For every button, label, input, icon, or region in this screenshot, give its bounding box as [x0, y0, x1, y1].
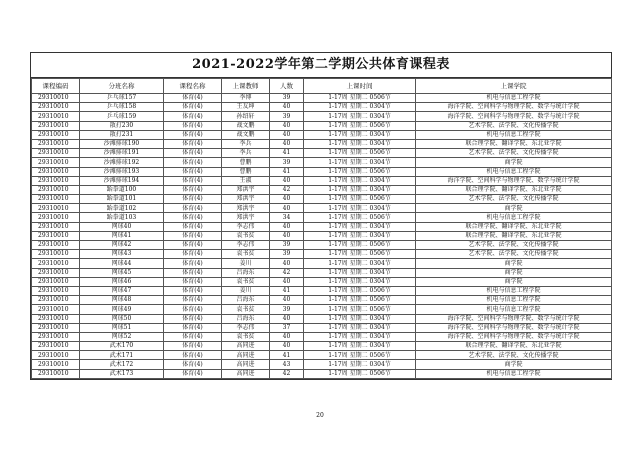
- time-cell: 1-17周 星期二 0304节: [304, 158, 416, 167]
- count-cell: 40: [270, 342, 304, 351]
- teacher-cell: 李博: [222, 94, 270, 103]
- table-header-row: [32, 79, 612, 94]
- course-name-cell: 体育(4): [164, 360, 222, 369]
- table-row: [32, 149, 612, 158]
- class-name-cell: 武术171: [80, 351, 164, 360]
- table-row: [32, 195, 612, 204]
- course-code-cell: 29310010: [32, 158, 80, 167]
- table-row: [32, 369, 612, 378]
- header-class-name: 分班名称: [80, 79, 164, 94]
- time-cell: 1-17周 星期二 0304节: [304, 277, 416, 286]
- course-code-cell: 29310010: [32, 250, 80, 259]
- table-row: [32, 323, 612, 332]
- college-cell: 艺术学院、法学院、文化传播学院: [416, 241, 612, 250]
- course-name-cell: 体育(4): [164, 314, 222, 323]
- class-name-cell: 跆拳道102: [80, 204, 164, 213]
- teacher-cell: 战文鹏: [222, 121, 270, 130]
- teacher-cell: 李志伟: [222, 241, 270, 250]
- course-name-cell: 体育(4): [164, 332, 222, 341]
- table-row: [32, 176, 612, 185]
- time-cell: 1-17周 星期二 0506节: [304, 149, 416, 158]
- count-cell: 43: [270, 360, 304, 369]
- course-code-cell: 29310010: [32, 185, 80, 194]
- teacher-cell: 吕海东: [222, 296, 270, 305]
- course-name-cell: 体育(4): [164, 176, 222, 185]
- count-cell: 41: [270, 351, 304, 360]
- course-code-cell: 29310010: [32, 139, 80, 148]
- class-name-cell: 网球40: [80, 222, 164, 231]
- count-cell: 40: [270, 259, 304, 268]
- course-name-cell: 体育(4): [164, 103, 222, 112]
- class-name-cell: 网球44: [80, 259, 164, 268]
- count-cell: 40: [270, 176, 304, 185]
- time-cell: 1-17周 星期二 0506节: [304, 250, 416, 259]
- class-name-cell: 跆拳道100: [80, 185, 164, 194]
- time-cell: 1-17周 星期二 0304节: [304, 204, 416, 213]
- count-cell: 39: [270, 112, 304, 121]
- header-count: 人数: [270, 79, 304, 94]
- course-code-cell: 29310010: [32, 351, 80, 360]
- count-cell: 39: [270, 94, 304, 103]
- time-cell: 1-17周 星期二 0506节: [304, 369, 416, 378]
- page-number: 20: [316, 412, 324, 419]
- count-cell: 40: [270, 103, 304, 112]
- table-row: [32, 277, 612, 286]
- course-code-cell: 29310010: [32, 369, 80, 378]
- teacher-cell: 袁书贫: [222, 231, 270, 240]
- course-code-cell: 29310010: [32, 305, 80, 314]
- course-name-cell: 体育(4): [164, 277, 222, 286]
- college-cell: 联合理学院、翻译学院、东北亚学院: [416, 231, 612, 240]
- college-cell: 艺术学院、法学院、文化传播学院: [416, 149, 612, 158]
- college-cell: 海洋学院、空间科学与物理学院、数学与统计学院: [416, 323, 612, 332]
- count-cell: 39: [270, 241, 304, 250]
- time-cell: 1-17周 星期二 0304节: [304, 314, 416, 323]
- class-name-cell: 武术172: [80, 360, 164, 369]
- teacher-cell: 吕海东: [222, 268, 270, 277]
- class-name-cell: 武术173: [80, 369, 164, 378]
- teacher-cell: 姜川: [222, 286, 270, 295]
- course-code-cell: 29310010: [32, 121, 80, 130]
- teacher-cell: 袁书贫: [222, 332, 270, 341]
- table-row: [32, 342, 612, 351]
- teacher-cell: 战文鹏: [222, 130, 270, 139]
- course-code-cell: 29310010: [32, 213, 80, 222]
- table-row: [32, 222, 612, 231]
- college-cell: 商学院: [416, 204, 612, 213]
- course-name-cell: 体育(4): [164, 130, 222, 139]
- count-cell: 42: [270, 185, 304, 194]
- teacher-cell: 郑洪宇: [222, 195, 270, 204]
- college-cell: 机电与信息工程学院: [416, 369, 612, 378]
- count-cell: 41: [270, 149, 304, 158]
- college-cell: 机电与信息工程学院: [416, 213, 612, 222]
- course-code-cell: 29310010: [32, 222, 80, 231]
- course-name-cell: 体育(4): [164, 250, 222, 259]
- college-cell: 商学院: [416, 360, 612, 369]
- table-row: [32, 94, 612, 103]
- college-cell: 联合理学院、翻译学院、东北亚学院: [416, 222, 612, 231]
- teacher-cell: 高同进: [222, 360, 270, 369]
- college-cell: 机电与信息工程学院: [416, 167, 612, 176]
- table-row: [32, 250, 612, 259]
- class-name-cell: 乒乓球157: [80, 94, 164, 103]
- teacher-cell: 李志伟: [222, 222, 270, 231]
- course-name-cell: 体育(4): [164, 167, 222, 176]
- table-row: [32, 268, 612, 277]
- table-row: [32, 204, 612, 213]
- table-row: [32, 351, 612, 360]
- count-cell: 40: [270, 130, 304, 139]
- college-cell: 机电与信息工程学院: [416, 94, 612, 103]
- class-name-cell: 跆拳道101: [80, 195, 164, 204]
- table-row: [32, 167, 612, 176]
- class-name-cell: 跆拳道103: [80, 213, 164, 222]
- course-name-cell: 体育(4): [164, 222, 222, 231]
- time-cell: 1-17周 星期二 0304节: [304, 231, 416, 240]
- course-code-cell: 29310010: [32, 286, 80, 295]
- table-row: [32, 103, 612, 112]
- course-name-cell: 体育(4): [164, 351, 222, 360]
- college-cell: 海洋学院、空间科学与物理学院、数学与统计学院: [416, 112, 612, 121]
- course-name-cell: 体育(4): [164, 268, 222, 277]
- count-cell: 42: [270, 268, 304, 277]
- teacher-cell: 曹鹏: [222, 167, 270, 176]
- course-code-cell: 29310010: [32, 167, 80, 176]
- course-code-cell: 29310010: [32, 342, 80, 351]
- college-cell: 艺术学院、法学院、文化传播学院: [416, 195, 612, 204]
- course-name-cell: 体育(4): [164, 158, 222, 167]
- class-name-cell: 网球43: [80, 250, 164, 259]
- table-row: [32, 185, 612, 194]
- count-cell: 40: [270, 195, 304, 204]
- table-row: [32, 360, 612, 369]
- header-course-code: 课程编码: [32, 79, 80, 94]
- college-cell: 艺术学院、法学院、文化传播学院: [416, 121, 612, 130]
- college-cell: 艺术学院、法学院、文化传播学院: [416, 250, 612, 259]
- time-cell: 1-17周 星期二 0506节: [304, 296, 416, 305]
- table-row: [32, 286, 612, 295]
- time-cell: 1-17周 星期二 0304节: [304, 185, 416, 194]
- course-code-cell: 29310010: [32, 241, 80, 250]
- count-cell: 39: [270, 158, 304, 167]
- class-name-cell: 沙滩排球194: [80, 176, 164, 185]
- class-name-cell: 散打231: [80, 130, 164, 139]
- time-cell: 1-17周 星期二 0304节: [304, 268, 416, 277]
- teacher-cell: 高同进: [222, 369, 270, 378]
- course-code-cell: 29310010: [32, 112, 80, 121]
- college-cell: 机电与信息工程学院: [416, 305, 612, 314]
- table-row: [32, 332, 612, 341]
- college-cell: 海洋学院、空间科学与物理学院、数学与统计学院: [416, 103, 612, 112]
- class-name-cell: 网球46: [80, 277, 164, 286]
- class-name-cell: 沙滩排球193: [80, 167, 164, 176]
- course-code-cell: 29310010: [32, 268, 80, 277]
- course-name-cell: 体育(4): [164, 94, 222, 103]
- table-row: [32, 231, 612, 240]
- course-code-cell: 29310010: [32, 94, 80, 103]
- time-cell: 1-17周 星期二 0304节: [304, 130, 416, 139]
- course-name-cell: 体育(4): [164, 342, 222, 351]
- time-cell: 1-17周 星期二 0506节: [304, 167, 416, 176]
- teacher-cell: 曹鹏: [222, 158, 270, 167]
- table-row: [32, 158, 612, 167]
- table-row: [32, 305, 612, 314]
- class-name-cell: 乒乓球158: [80, 103, 164, 112]
- count-cell: 42: [270, 369, 304, 378]
- count-cell: 40: [270, 222, 304, 231]
- teacher-cell: 高同进: [222, 351, 270, 360]
- college-cell: 商学院: [416, 268, 612, 277]
- count-cell: 41: [270, 167, 304, 176]
- college-cell: 艺术学院、法学院、文化传播学院: [416, 351, 612, 360]
- table-row: [32, 139, 612, 148]
- class-name-cell: 网球48: [80, 296, 164, 305]
- course-name-cell: 体育(4): [164, 195, 222, 204]
- course-code-cell: 29310010: [32, 130, 80, 139]
- college-cell: 联合理学院、翻译学院、东北亚学院: [416, 342, 612, 351]
- teacher-cell: 李兵: [222, 139, 270, 148]
- time-cell: 1-17周 星期二 0506节: [304, 351, 416, 360]
- time-cell: 1-17周 星期二 0304节: [304, 323, 416, 332]
- teacher-cell: 郑洪宇: [222, 185, 270, 194]
- class-name-cell: 网球50: [80, 314, 164, 323]
- course-name-cell: 体育(4): [164, 112, 222, 121]
- table-row: [32, 112, 612, 121]
- course-code-cell: 29310010: [32, 259, 80, 268]
- course-name-cell: 体育(4): [164, 231, 222, 240]
- header-teacher: 上课教师: [222, 79, 270, 94]
- course-code-cell: 29310010: [32, 314, 80, 323]
- course-name-cell: 体育(4): [164, 213, 222, 222]
- teacher-cell: 李志伟: [222, 323, 270, 332]
- time-cell: 1-17周 星期二 0304节: [304, 176, 416, 185]
- count-cell: 40: [270, 314, 304, 323]
- course-code-cell: 29310010: [32, 176, 80, 185]
- college-cell: 联合理学院、翻译学院、东北亚学院: [416, 139, 612, 148]
- time-cell: 1-17周 星期二 0304节: [304, 342, 416, 351]
- count-cell: 41: [270, 286, 304, 295]
- count-cell: 40: [270, 204, 304, 213]
- course-code-cell: 29310010: [32, 195, 80, 204]
- time-cell: 1-17周 星期二 0506节: [304, 195, 416, 204]
- class-name-cell: 散打230: [80, 121, 164, 130]
- teacher-cell: 吕海东: [222, 314, 270, 323]
- course-code-cell: 29310010: [32, 323, 80, 332]
- teacher-cell: 高同进: [222, 342, 270, 351]
- course-name-cell: 体育(4): [164, 149, 222, 158]
- course-name-cell: 体育(4): [164, 121, 222, 130]
- class-name-cell: 沙滩排球190: [80, 139, 164, 148]
- class-name-cell: 网球42: [80, 241, 164, 250]
- teacher-cell: 郑洪宇: [222, 213, 270, 222]
- course-name-cell: 体育(4): [164, 305, 222, 314]
- table-row: [32, 314, 612, 323]
- table-row: [32, 130, 612, 139]
- time-cell: 1-17周 星期二 0304节: [304, 139, 416, 148]
- count-cell: 34: [270, 213, 304, 222]
- class-name-cell: 网球52: [80, 332, 164, 341]
- course-name-cell: 体育(4): [164, 259, 222, 268]
- college-cell: 海洋学院、空间科学与物理学院、数学与统计学院: [416, 332, 612, 341]
- course-name-cell: 体育(4): [164, 241, 222, 250]
- class-name-cell: 网球49: [80, 305, 164, 314]
- teacher-cell: 孙绍轩: [222, 112, 270, 121]
- time-cell: 1-17周 星期二 0304节: [304, 112, 416, 121]
- count-cell: 39: [270, 305, 304, 314]
- header-college: 上课学院: [416, 79, 612, 94]
- course-name-cell: 体育(4): [164, 286, 222, 295]
- course-name-cell: 体育(4): [164, 139, 222, 148]
- time-cell: 1-17周 星期二 0304节: [304, 103, 416, 112]
- table-row: [32, 296, 612, 305]
- table-row: [32, 241, 612, 250]
- count-cell: 40: [270, 296, 304, 305]
- college-cell: 机电与信息工程学院: [416, 286, 612, 295]
- time-cell: 1-17周 星期二 0304节: [304, 332, 416, 341]
- table-row: [32, 259, 612, 268]
- course-schedule-sheet: [30, 52, 612, 380]
- time-cell: 1-17周 星期二 0304节: [304, 360, 416, 369]
- table-row: [32, 121, 612, 130]
- course-code-cell: 29310010: [32, 103, 80, 112]
- count-cell: 40: [270, 121, 304, 130]
- teacher-cell: 王淑: [222, 176, 270, 185]
- course-code-cell: 29310010: [32, 231, 80, 240]
- course-name-cell: 体育(4): [164, 296, 222, 305]
- table-row: [32, 213, 612, 222]
- teacher-cell: 袁书贫: [222, 277, 270, 286]
- class-name-cell: 武术170: [80, 342, 164, 351]
- college-cell: 联合理学院、翻译学院、东北亚学院: [416, 185, 612, 194]
- count-cell: 40: [270, 332, 304, 341]
- header-time: 上课时间: [304, 79, 416, 94]
- class-name-cell: 网球47: [80, 286, 164, 295]
- course-code-cell: 29310010: [32, 204, 80, 213]
- college-cell: 海洋学院、空间科学与物理学院、数学与统计学院: [416, 176, 612, 185]
- class-name-cell: 乒乓球159: [80, 112, 164, 121]
- course-name-cell: 体育(4): [164, 323, 222, 332]
- class-name-cell: 网球45: [80, 268, 164, 277]
- time-cell: 1-17周 星期二 0506节: [304, 305, 416, 314]
- class-name-cell: 沙滩排球191: [80, 149, 164, 158]
- count-cell: 40: [270, 139, 304, 148]
- time-cell: 1-17周 星期二 0304节: [304, 222, 416, 231]
- class-name-cell: 沙滩排球192: [80, 158, 164, 167]
- college-cell: 商学院: [416, 277, 612, 286]
- teacher-cell: 袁书贫: [222, 250, 270, 259]
- college-cell: 机电与信息工程学院: [416, 130, 612, 139]
- time-cell: 1-17周 星期二 0304节: [304, 259, 416, 268]
- time-cell: 1-17周 星期二 0506节: [304, 241, 416, 250]
- count-cell: 40: [270, 277, 304, 286]
- time-cell: 1-17周 星期二 0506节: [304, 286, 416, 295]
- course-code-cell: 29310010: [32, 149, 80, 158]
- class-name-cell: 网球51: [80, 323, 164, 332]
- course-code-cell: 29310010: [32, 296, 80, 305]
- time-cell: 1-17周 星期二 0506节: [304, 94, 416, 103]
- teacher-cell: 袁书贫: [222, 305, 270, 314]
- teacher-cell: 郑洪宇: [222, 204, 270, 213]
- count-cell: 39: [270, 250, 304, 259]
- time-cell: 1-17周 星期二 0506节: [304, 213, 416, 222]
- count-cell: 37: [270, 323, 304, 332]
- schedule-table: [31, 78, 612, 379]
- teacher-cell: 王友坤: [222, 103, 270, 112]
- header-course-name: 课程名称: [164, 79, 222, 94]
- course-code-cell: 29310010: [32, 360, 80, 369]
- college-cell: 商学院: [416, 158, 612, 167]
- college-cell: 商学院: [416, 259, 612, 268]
- course-code-cell: 29310010: [32, 277, 80, 286]
- teacher-cell: 姜川: [222, 259, 270, 268]
- course-code-cell: 29310010: [32, 332, 80, 341]
- count-cell: 40: [270, 231, 304, 240]
- page-title: 2021-2022学年第二学期公共体育课程表: [31, 53, 611, 78]
- teacher-cell: 李兵: [222, 149, 270, 158]
- college-cell: 机电与信息工程学院: [416, 296, 612, 305]
- class-name-cell: 网球41: [80, 231, 164, 240]
- course-name-cell: 体育(4): [164, 369, 222, 378]
- course-name-cell: 体育(4): [164, 204, 222, 213]
- course-name-cell: 体育(4): [164, 185, 222, 194]
- college-cell: 海洋学院、空间科学与物理学院、数学与统计学院: [416, 314, 612, 323]
- time-cell: 1-17周 星期二 0506节: [304, 121, 416, 130]
